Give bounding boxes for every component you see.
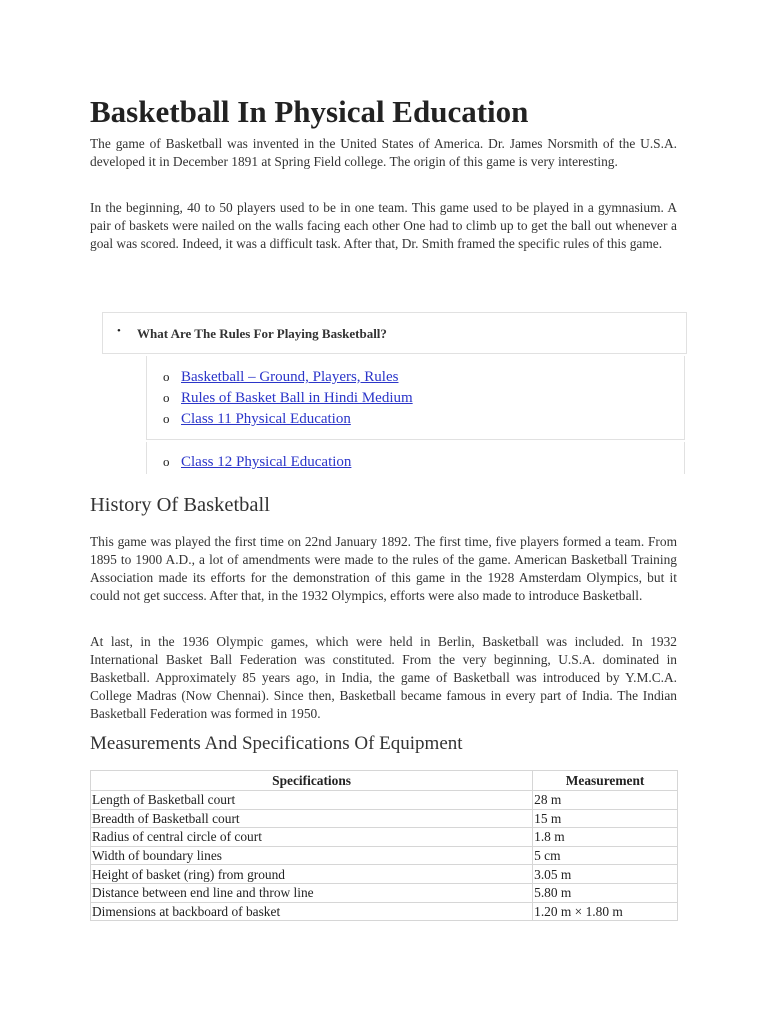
circle-bullet-icon: o	[163, 369, 170, 384]
measurement-cell: 5 cm	[533, 846, 678, 865]
related-links-list-2	[146, 442, 685, 474]
specifications-table	[90, 770, 678, 921]
column-header-specifications: Specifications	[91, 771, 533, 791]
list-item	[163, 410, 351, 430]
spec-cell: Dimensions at backboard of basket	[91, 902, 533, 921]
table-row	[91, 902, 678, 921]
intro-paragraph-1: The game of Basketball was invented in the United States of America. Dr. James Norsmith of the U.S.A. developed it in December 1891 at Spring Field college. The origin of this game is very interesting.	[90, 136, 677, 169]
spec-cell: Width of boundary lines	[91, 846, 533, 865]
link-class-12-physical-education[interactable]: Class 12 Physical Education	[181, 454, 352, 470]
rules-heading: What Are The Rules For Playing Basketball?	[137, 326, 387, 341]
spec-cell: Length of Basketball court	[91, 791, 533, 810]
circle-bullet-icon: o	[163, 454, 170, 469]
table-row	[91, 791, 678, 810]
rules-callout	[102, 312, 687, 354]
spec-cell: Radius of central circle of court	[91, 828, 533, 847]
table-row	[91, 883, 678, 902]
list-item	[163, 389, 413, 409]
link-basketball-ground-players-rules[interactable]: Basketball – Ground, Players, Rules	[181, 369, 399, 385]
link-rules-hindi-medium[interactable]: Rules of Basket Ball in Hindi Medium	[181, 390, 413, 406]
column-header-measurement: Measurement	[533, 771, 678, 791]
table-row	[91, 809, 678, 828]
intro-paragraph-2: In the beginning, 40 to 50 players used to be in one team. This game used to be played in a gymnasium. A pair of baskets were nailed on the walls facing each other One had to climb up to get the ball out whenever a goal was scored. Indeed, it was a difficult task. After that, Dr. Smith framed the specific rules of this game.	[90, 200, 677, 251]
spec-cell: Height of basket (ring) from ground	[91, 865, 533, 884]
measurements-heading: Measurements And Specifications Of Equipment	[90, 733, 463, 754]
bullet-icon: •	[117, 325, 121, 337]
spec-cell: Breadth of Basketball court	[91, 809, 533, 828]
measurement-cell: 1.8 m	[533, 828, 678, 847]
page-title: Basketball In Physical Education	[90, 94, 529, 129]
table-row	[91, 828, 678, 847]
table-row	[91, 846, 678, 865]
history-paragraph-1: This game was played the first time on 22nd January 1892. The first time, five players formed a team. From 1895 to 1900 A.D., a lot of amendments were made to the rules of the game. American Basketball Training Association made its efforts for the demonstration of this game in the 1928 Amsterdam Olympics, but it could not get success. After that, in the 1932 Olympics, efforts were also made to introduce Basketball.	[90, 534, 677, 603]
measurement-cell: 28 m	[533, 791, 678, 810]
circle-bullet-icon: o	[163, 411, 170, 426]
measurement-cell: 1.20 m × 1.80 m	[533, 902, 678, 921]
measurement-cell: 15 m	[533, 809, 678, 828]
circle-bullet-icon: o	[163, 390, 170, 405]
history-paragraph-2: At last, in the 1936 Olympic games, which were held in Berlin, Basketball was included. In 1932 International Basket Ball Federation was constituted. From the very beginning, U.S.A. dominated in Basketball. Approximately 85 years ago, in India, the game of Basketball was introduced by Y.M.C.A. College Madras (Now Chennai). Since then, Basketball became famous in every part of India. The Indian Basketball Federation was formed in 1950.	[90, 634, 677, 721]
table-row	[91, 865, 678, 884]
link-class-11-physical-education[interactable]: Class 11 Physical Education	[181, 411, 351, 427]
list-item	[163, 368, 398, 388]
spec-cell: Distance between end line and throw line	[91, 883, 533, 902]
measurement-cell: 5.80 m	[533, 883, 678, 902]
measurement-cell: 3.05 m	[533, 865, 678, 884]
history-heading: History Of Basketball	[90, 494, 270, 516]
list-item	[163, 453, 351, 473]
table-header-row	[91, 771, 678, 791]
related-links-list	[146, 356, 685, 440]
